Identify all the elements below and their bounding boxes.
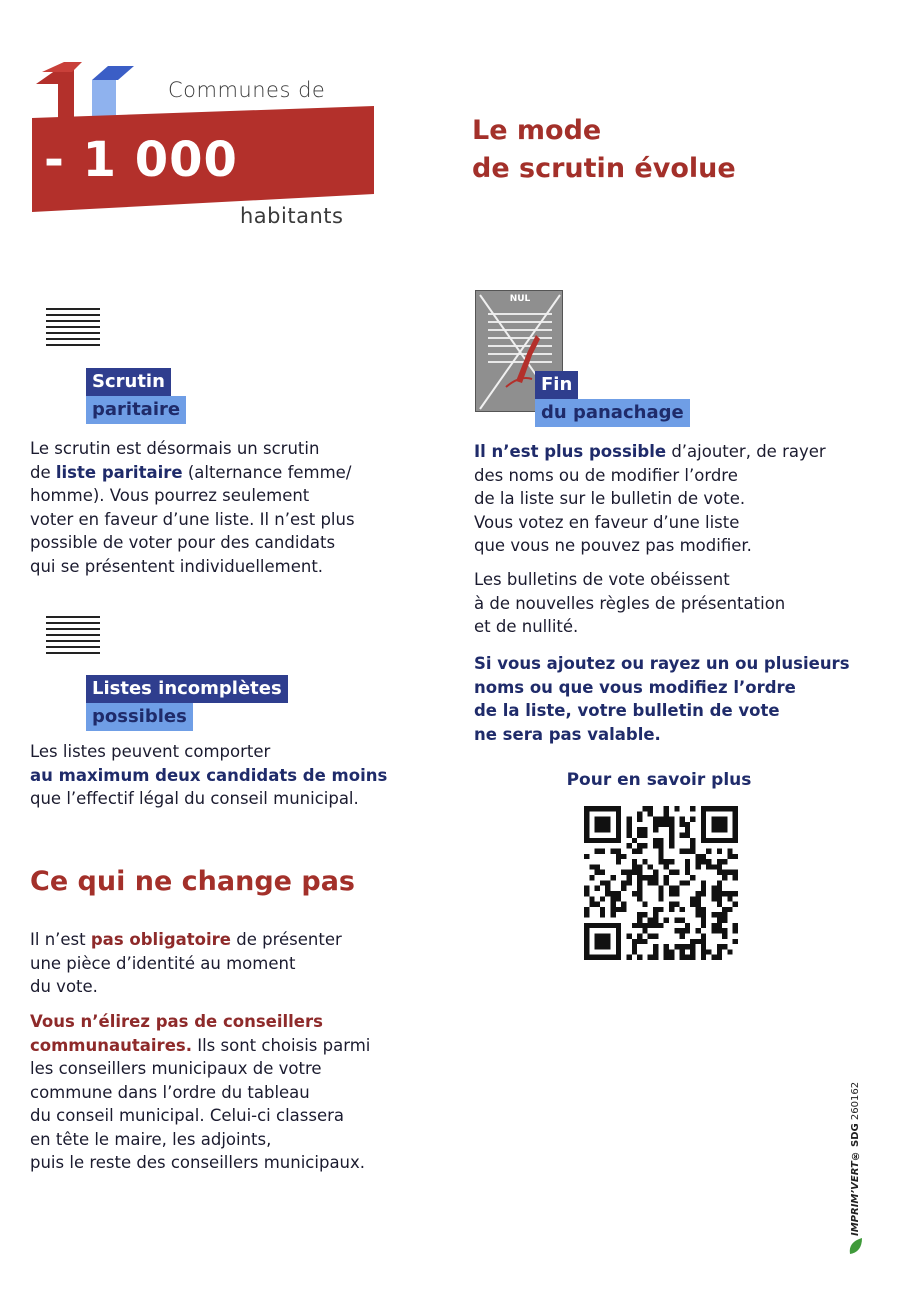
tag-fin-panachage <box>535 371 690 427</box>
text-line: à de nouvelles règles de présentation <box>474 593 786 613</box>
fin-panachage-p3 <box>474 652 874 746</box>
text-line: une pièce d’identité au moment <box>30 953 296 973</box>
text-line: qui se présentent individuellement. <box>30 556 324 576</box>
text-line: en tête le maire, les adjoints, <box>30 1129 272 1149</box>
section-title-ce-qui-ne-change-pas: Ce qui ne change pas <box>30 866 355 897</box>
tag-line2: paritaire <box>86 396 186 424</box>
main-title-line2: de scrutin évolue <box>472 153 736 184</box>
text-line: les conseillers municipaux de votre <box>30 1059 322 1078</box>
text-line: Les listes peuvent comporter <box>30 742 271 761</box>
text-line: Le scrutin est désormais un scrutin <box>30 439 320 458</box>
savoir-plus-label: Pour en savoir plus <box>566 770 752 790</box>
main-title <box>472 112 736 188</box>
imprim-vert-text: IMPRIM’VERT® SDG 260162 <box>850 1081 861 1236</box>
text-line: de la liste sur le bulletin de vote. <box>474 489 746 508</box>
scrutin-paritaire-text <box>30 437 420 578</box>
ballot-lines-icon <box>46 616 100 660</box>
text-line: commune dans l’ordre du tableau <box>30 1082 310 1102</box>
main-title-line1: Le mode <box>472 115 602 146</box>
ce-qui-ne-change-pas-p2 <box>30 1010 430 1175</box>
text-line: Il n’est plus possible d’ajouter, de rayer <box>474 442 826 461</box>
text-line: des noms ou de modifier l’ordre <box>474 465 738 485</box>
tag-line2: du panachage <box>535 399 690 427</box>
text-line: au maximum deux candidats de moins <box>30 765 388 785</box>
text-line: et de nullité. <box>474 617 579 636</box>
tag-line1: Scrutin <box>86 368 171 396</box>
tag-line1: Listes incomplètes <box>86 675 288 703</box>
qr-code-icon[interactable] <box>584 806 738 960</box>
imprim-vert-mark <box>842 1081 872 1261</box>
text-line: noms ou que vous modifiez l’ordre <box>474 677 796 697</box>
ballot-lines-icon <box>46 308 100 352</box>
text-line: puis le reste des conseillers municipaux. <box>30 1153 366 1172</box>
tag-scrutin-paritaire <box>86 368 186 424</box>
tag-line2: possibles <box>86 703 193 731</box>
listes-incompletes-text <box>30 740 430 811</box>
text-line: Vous n’élirez pas de conseillers <box>30 1012 323 1031</box>
fin-panachage-p1 <box>474 440 874 558</box>
text-line: communautaires. Ils sont choisis parmi <box>30 1035 371 1055</box>
logo-habitants: habitants <box>240 204 344 228</box>
text-line: du conseil municipal. Celui-ci classera <box>30 1106 345 1125</box>
nul-label: NUL <box>509 294 531 304</box>
logo-number: - 1 000 <box>44 132 238 188</box>
text-line: que l’effectif légal du conseil municipal. <box>30 789 359 808</box>
text-line: ne sera pas valable. <box>474 724 661 744</box>
leaf-icon <box>846 1236 866 1256</box>
text-line: Les bulletins de vote obéissent <box>474 570 730 589</box>
text-line: voter en faveur d’une liste. Il n’est plus <box>30 509 355 529</box>
text-line: Si vous ajoutez ou rayez un ou plusieurs <box>474 654 850 673</box>
logo-communes-de: Communes de <box>168 78 326 102</box>
text-line: possible de voter pour des candidats <box>30 533 336 552</box>
text-line: de liste paritaire (alternance femme/ <box>30 462 352 482</box>
text-line: homme). Vous pourrez seulement <box>30 486 310 505</box>
tag-line1: Fin <box>535 371 578 399</box>
text-line: de la liste, votre bulletin de vote <box>474 701 780 720</box>
tag-listes-incompletes <box>86 675 288 731</box>
text-line: Vous votez en faveur d’une liste <box>474 512 740 532</box>
text-line: du vote. <box>30 977 98 996</box>
text-line: que vous ne pouvez pas modifier. <box>474 536 752 555</box>
fin-panachage-p2 <box>474 568 874 639</box>
text-line: Il n’est pas obligatoire de présenter <box>30 930 342 949</box>
ce-qui-ne-change-pas-p1 <box>30 928 430 999</box>
